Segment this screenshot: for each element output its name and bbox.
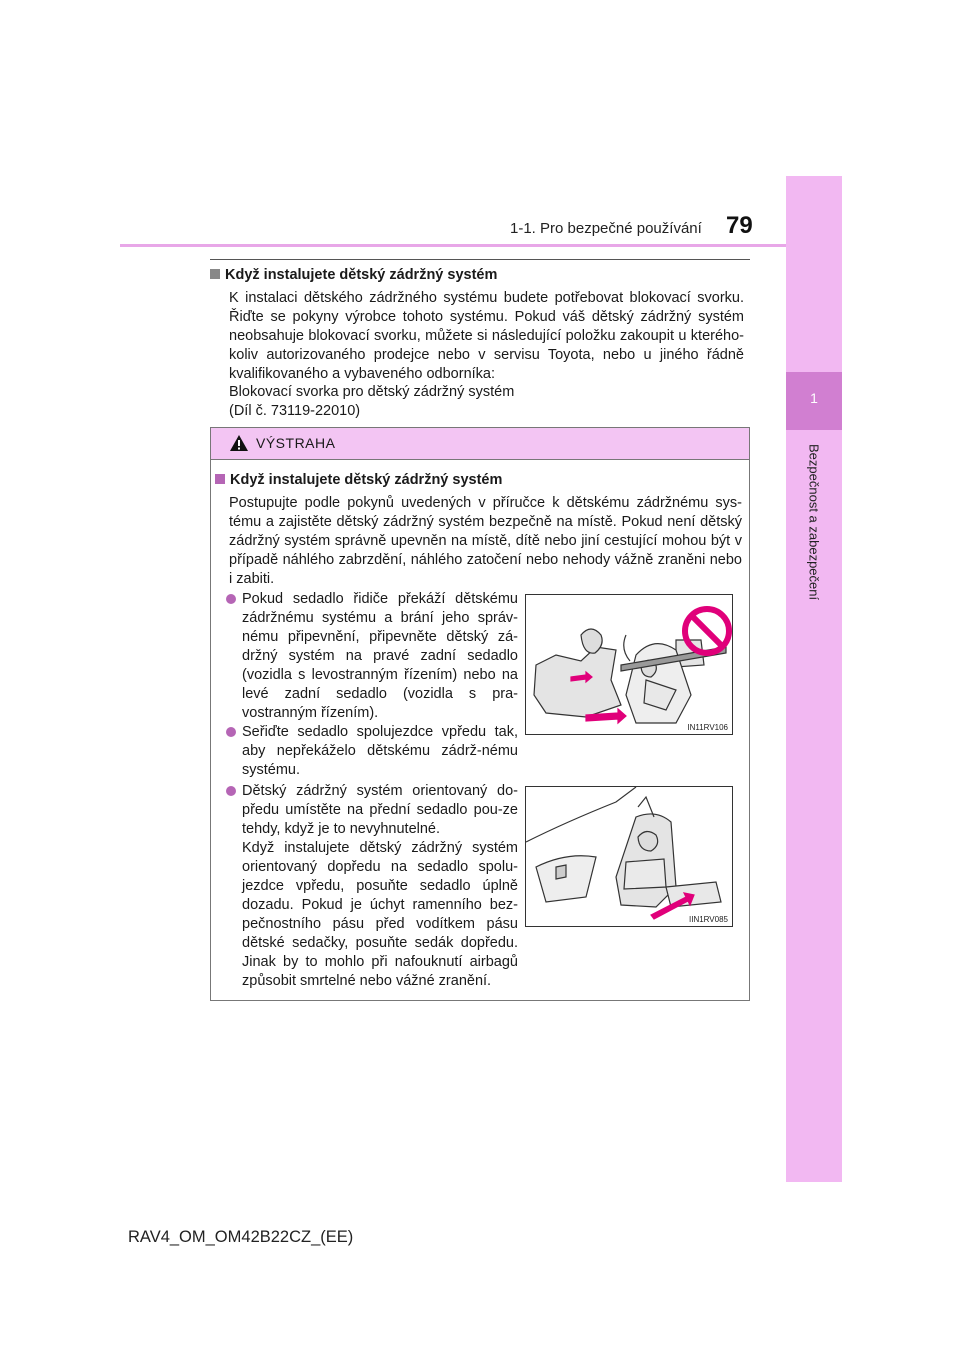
square-bullet-icon bbox=[215, 474, 225, 484]
prohibition-sign-icon bbox=[685, 609, 729, 653]
section-title: 1-1. Pro bezpečné používání bbox=[510, 220, 702, 237]
illustration-front-seat-child-seat bbox=[525, 786, 733, 927]
chapter-number-box bbox=[786, 372, 842, 430]
bullet-item bbox=[242, 723, 518, 780]
bullet-text: Pokud sedadlo řidiče překáží dětskému zádržnému systému a brání jeho správ-nému připevnění, připevněte dětský zá-držný systém na pravé zadní sedadlo (vozidla s levostranným řízením) nebo na levé zadní sedadlo (vozidla s pra-vostranným řízením). bbox=[242, 591, 518, 721]
bullet-item bbox=[242, 782, 518, 839]
warning-box bbox=[210, 427, 750, 1001]
car-interior-illustration bbox=[526, 595, 732, 734]
illustration-driver-seat-conflict bbox=[525, 594, 733, 735]
bullet-dot-icon bbox=[226, 594, 236, 604]
header-rule bbox=[120, 244, 786, 247]
bullet-dot-icon bbox=[226, 786, 236, 796]
warning-triangle-icon bbox=[229, 434, 249, 452]
intro-paragraph: K instalaci dětského zádržného systému budete potřebovat blokovací svorku. Řiďte se pokyny výrobce tohoto systému. Pokud váš dětský zádržný systém neobsahuje blokovací svorku, můžete si následující položku zakoupit u kterého-koliv autorizovaného prodejce nebo v servisu Toyota, nebo u jiného řádně kvalifikovaného a vybaveného odborníka: bbox=[229, 290, 744, 382]
square-bullet-icon bbox=[210, 269, 220, 279]
warning-header bbox=[211, 428, 749, 460]
bullet-dot-icon bbox=[226, 727, 236, 737]
warning-heading bbox=[215, 472, 502, 488]
intro-heading-text: Když instalujete dětský zádržný systém bbox=[225, 267, 498, 283]
chapter-number: 1 bbox=[810, 390, 818, 406]
bullet-continuation: Když instalujete dětský zádržný systém orientovaný dopředu na sedadlo spolu-jezdce vpředu, posuňte sedadlo úplně dozadu. Pokud je úchyt ramenního bez-pečnostního pásu před vodítkem pásu dětské sedačky, posuňte sedák dopředu. Jinak by to mohlo při nafouknutí airbagů způsobit smrtelné nebo vážné zranění. bbox=[242, 840, 518, 989]
document-code: RAV4_OM_OM42B22CZ_(EE) bbox=[128, 1228, 354, 1246]
warning-label: VÝSTRAHA bbox=[256, 435, 336, 451]
warning-paragraph: Postupujte podle pokynů uvedených v příručce k dětskému zádržnému sys-tému a zajistěte dětský zádržný systém bezpečně na místě. Pokud není dětský zádržný systém správně upevněn na místě, dítě nebo jiní cestující mohou být v případě náhlého zabrzdění, náhlého zatočení nebo nehody vážně zraněni nebo i zabiti. bbox=[229, 495, 742, 587]
content-divider bbox=[210, 259, 750, 260]
part-name: Blokovací svorka pro dětský zádržný systém bbox=[229, 384, 515, 400]
bullet-text: Dětský zádržný systém orientovaný do-předu umístěte na přední sedadlo pou-ze tehdy, když je to nevyhnutelné. bbox=[242, 783, 518, 837]
chapter-side-tab bbox=[786, 176, 842, 1182]
chapter-title: Bezpečnost a zabezpečení bbox=[806, 444, 822, 601]
illustration-code: IIN1RV085 bbox=[689, 915, 728, 924]
illustration-code: IN11RV106 bbox=[687, 723, 728, 732]
part-number: (Díl č. 73119-22010) bbox=[229, 403, 361, 419]
bullet-item bbox=[242, 590, 518, 723]
bullet-text: Seřiďte sedadlo spolujezdce vpředu tak, aby nepřekáželo dětskému zádrž-nému systému. bbox=[242, 724, 518, 778]
warning-heading-text: Když instalujete dětský zádržný systém bbox=[230, 472, 503, 488]
car-front-seat-illustration bbox=[526, 787, 732, 926]
intro-heading bbox=[210, 267, 497, 283]
page-number: 79 bbox=[726, 212, 753, 239]
